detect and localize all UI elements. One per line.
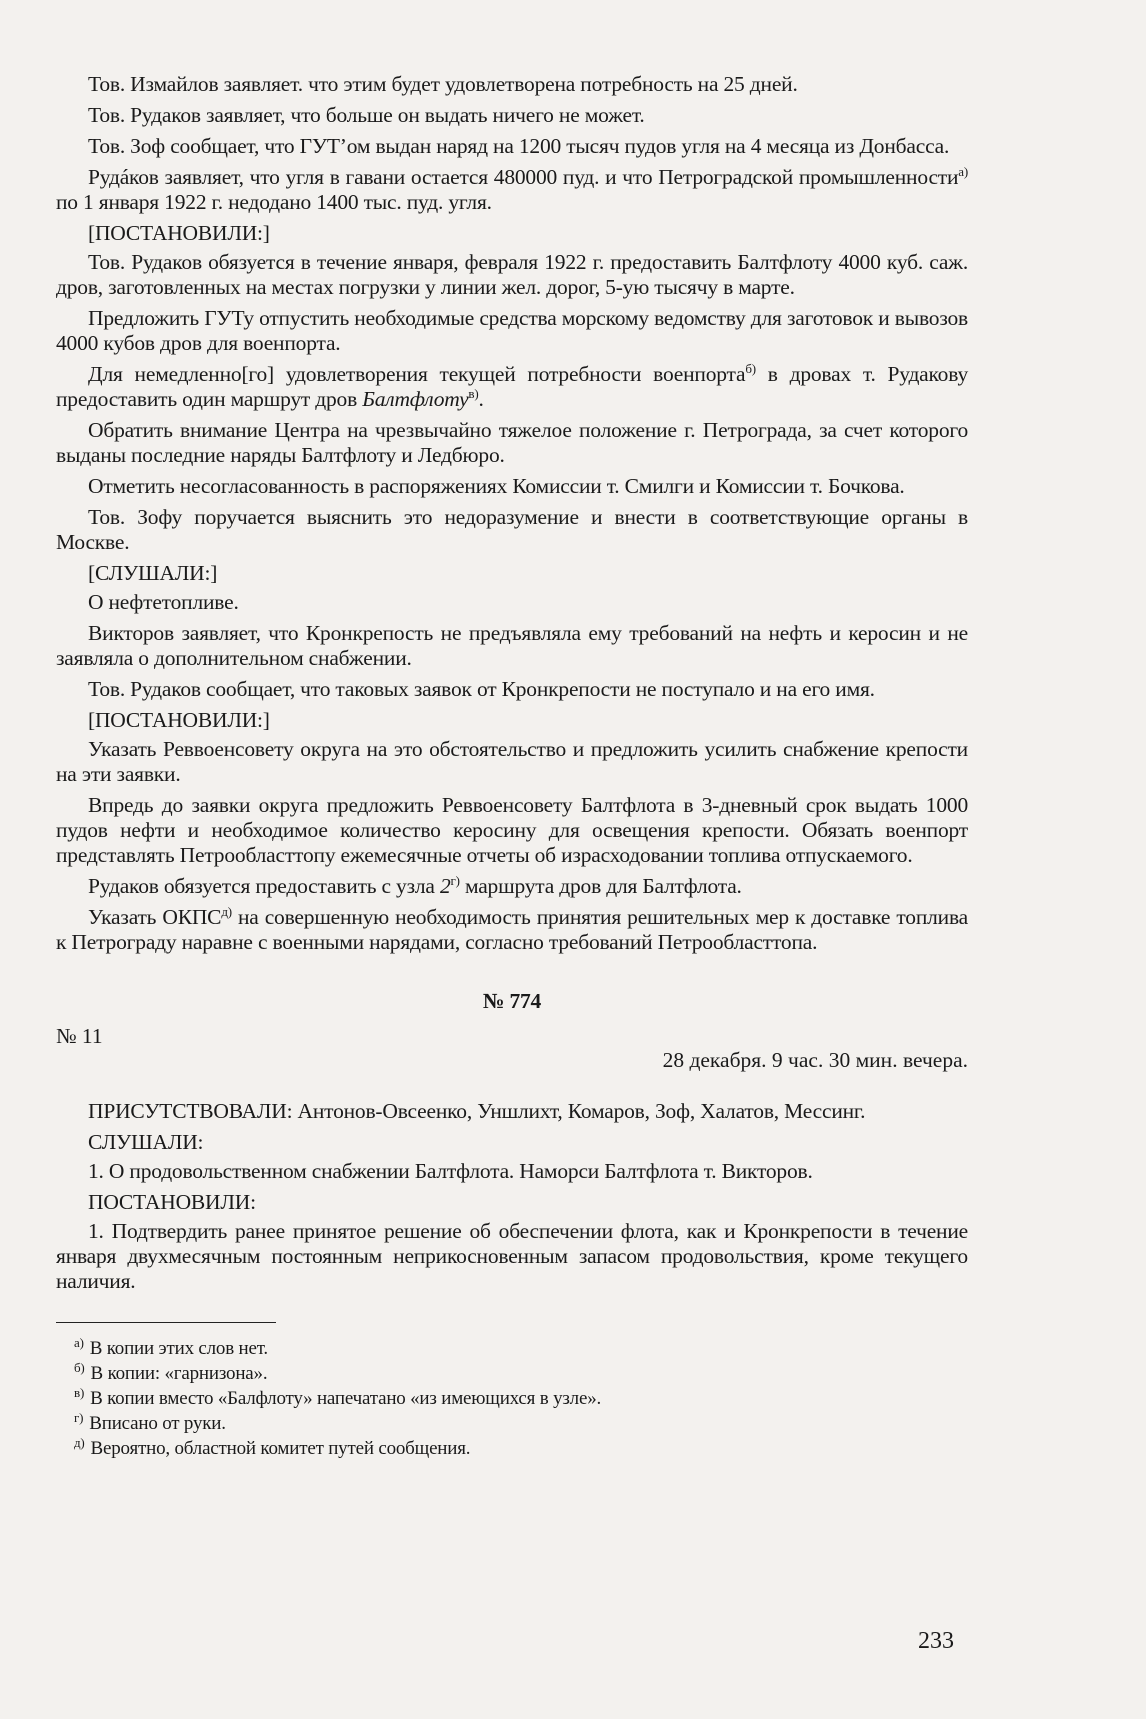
document-page bbox=[56, 72, 968, 1462]
paragraph: Тов. Рудаков заявляет, что больше он выдать ничего не может. bbox=[88, 103, 645, 127]
footnote-text: Вероятно, областной комитет путей сообщения. bbox=[90, 1438, 471, 1459]
footnote bbox=[74, 1434, 968, 1460]
paragraph bbox=[56, 905, 968, 955]
paragraph: О нефтетопливе. bbox=[88, 590, 239, 614]
footnote-mark: д) bbox=[74, 1434, 85, 1450]
paragraph bbox=[56, 874, 968, 899]
text: маршрута дров для Балтфлота. bbox=[459, 874, 742, 898]
paragraph: Впредь до заявки округа предложить Реввоенсовету Балтфлота в 3-дневный срок выдать 1000 пудов нефти и необходимое количество керосину для освещения крепости. Обязать военпорт представлять Петрообласттопу ежемесячные отчеты об израсходовании топлива отпускаемого. bbox=[56, 793, 968, 867]
text: Для немедленно[го] удовлетворения текущей потребности военпорта bbox=[88, 362, 746, 386]
text: Рудáков заявляет, что угля в гавани остается 480000 пуд. и что Петроградской промышленности bbox=[88, 165, 959, 189]
text: . bbox=[478, 387, 484, 411]
footnote-mark: а) bbox=[74, 1334, 84, 1350]
paragraph: Предложить ГУТу отпустить необходимые средства морскому ведомству для заготовок и вывозов 4000 кубов дров для военпорта. bbox=[56, 306, 968, 355]
footnote-mark: г) bbox=[74, 1409, 84, 1425]
document-number: № 774 bbox=[482, 989, 542, 1013]
paragraph: Тов. Рудаков обязуется в течение января, февраля 1922 г. предоставить Балтфлоту 4000 куб. саж. дров, заготовленных на местах погрузки у линии жел. дорог, 5-ую тысячу в марте. bbox=[56, 250, 968, 299]
footnote-mark: в) bbox=[74, 1384, 85, 1400]
footnote bbox=[74, 1409, 968, 1435]
paragraph: 1. О продовольственном снабжении Балтфлота. Наморси Балтфлота т. Викторов. bbox=[88, 1159, 813, 1183]
text: по 1 января 1922 г. недодано 1400 тыс. пуд. угля. bbox=[56, 190, 492, 214]
footnote bbox=[74, 1334, 968, 1360]
paragraph bbox=[56, 362, 968, 412]
footnote-text: В копии этих слов нет. bbox=[89, 1338, 268, 1359]
italic-text: 2 bbox=[439, 874, 451, 898]
text: Указать ОКПС bbox=[88, 905, 222, 929]
paragraph: 1. Подтвердить ранее принятое решение об обеспечении флота, как и Кронкрепости в течение января двухмесячным постоянным неприкосновенным запасом продовольствия, кроме текущего наличия. bbox=[56, 1219, 968, 1293]
footnote bbox=[74, 1384, 968, 1410]
footnote-text: В копии вместо «Балфлоту» напечатано «из имеющихся в узле». bbox=[90, 1388, 602, 1409]
meeting-date: 28 декабря. 9 час. 30 мин. вечера. bbox=[662, 1048, 968, 1072]
meeting-number: № 11 bbox=[56, 1024, 103, 1048]
paragraph: Тов. Зофу поручается выяснить это недоразумение и внести в соответствующие органы в Москве. bbox=[56, 505, 968, 554]
attendees: ПРИСУТСТВОВАЛИ: Антонов-Овсеенко, Уншлихт, Комаров, Зоф, Халатов, Мессинг. bbox=[88, 1099, 866, 1123]
footnote-ref: а) bbox=[958, 163, 968, 179]
footnote-mark: б) bbox=[74, 1359, 85, 1375]
footnote-text: В копии: «гарнизона». bbox=[90, 1363, 268, 1384]
paragraph: Тов. Измайлов заявляет. что этим будет удовлетворена потребность на 25 дней. bbox=[88, 72, 798, 96]
paragraph bbox=[56, 165, 968, 215]
footnote-ref: г) bbox=[450, 872, 460, 888]
footnote bbox=[74, 1359, 968, 1385]
paragraph: Указать Реввоенсовету округа на это обстоятельство и предложить усилить снабжение крепости на эти заявки. bbox=[56, 737, 968, 786]
footnote-text: Вписано от руки. bbox=[89, 1413, 226, 1434]
text: на совершенную необходимость принятия решительных мер к доставке топлива к Петрограду наравне с военными нарядами, согласно требований Петрообласттопа. bbox=[56, 905, 968, 954]
text: Рудаков обязуется предоставить с узла bbox=[88, 874, 440, 898]
italic-text: Балтфлоту bbox=[362, 387, 469, 411]
footnote-ref: б) bbox=[745, 360, 756, 376]
footnote-divider bbox=[56, 1322, 276, 1323]
footnote-ref: д) bbox=[221, 903, 232, 919]
paragraph: Тов. Рудаков сообщает, что таковых заявок от Кронкрепости не поступало и на его имя. bbox=[88, 677, 875, 701]
section-heading: [СЛУШАЛИ:] bbox=[88, 561, 218, 585]
paragraph: Отметить несогласованность в распоряжениях Комиссии т. Смилги и Комиссии т. Бочкова. bbox=[88, 474, 905, 498]
paragraph: Тов. Зоф сообщает, что ГУТ’ом выдан наряд на 1200 тысяч пудов угля на 4 месяца из Донбасса. bbox=[88, 134, 950, 158]
section-heading: ПОСТАНОВИЛИ: bbox=[88, 1190, 256, 1214]
section-heading: [ПОСТАНОВИЛИ:] bbox=[88, 708, 270, 732]
paragraph: Обратить внимание Центра на чрезвычайно тяжелое положение г. Петрограда, за счет которого выданы последние наряды Балтфлоту и Ледбюро. bbox=[56, 418, 968, 467]
section-heading: СЛУШАЛИ: bbox=[88, 1130, 204, 1154]
paragraph: Викторов заявляет, что Кронкрепость не предъявляла ему требований на нефть и керосин и не заявляла о дополнительном снабжении. bbox=[56, 621, 968, 670]
meeting-header bbox=[56, 1024, 968, 1073]
footnote-ref: в) bbox=[468, 385, 479, 401]
section-heading: [ПОСТАНОВИЛИ:] bbox=[88, 221, 270, 245]
page-number: 233 bbox=[918, 1628, 954, 1654]
text: в дровах т. Рудакову предоставить один маршрут дров bbox=[56, 362, 968, 411]
